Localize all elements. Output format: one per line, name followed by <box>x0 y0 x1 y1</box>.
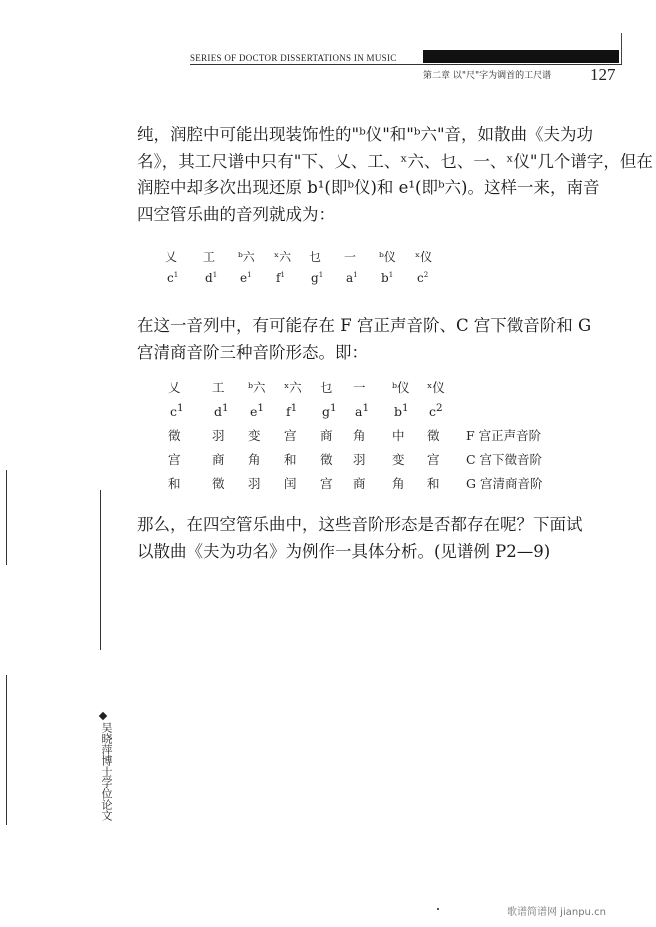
pitch-note: $g^1$ <box>322 402 337 420</box>
octave-mark: 1 <box>353 271 358 279</box>
octave-mark: 2 <box>436 402 443 414</box>
octave-mark: 1 <box>212 271 218 279</box>
margin-line <box>6 470 7 565</box>
scale-degree: 宫 <box>320 476 333 491</box>
scale-degree: 商 <box>353 476 366 491</box>
gongche-note: 乜 <box>309 250 322 264</box>
paragraph-line: 四空管乐曲的音列就成为： <box>137 204 335 224</box>
octave-mark: 1 <box>280 271 285 279</box>
paragraph-line: 在这一音列中，有可能存在 F 宫正声音阶、C 宫下徵音阶和 G <box>137 316 592 335</box>
scale-degree: 中 <box>392 428 405 443</box>
octave-mark: 2 <box>423 271 429 279</box>
scale-degree: 角 <box>392 476 405 491</box>
scale-degree: 角 <box>248 452 261 467</box>
paragraph-line: 宫清商音阶三种音阶形态。即： <box>137 342 368 362</box>
octave-mark: 1 <box>177 402 184 414</box>
pitch-note: $b^1$ <box>394 402 409 420</box>
watermark: 歌谱简谱网 jianpu.cn <box>507 907 606 918</box>
paragraph-2 <box>137 313 627 366</box>
scale-degree: 宫 <box>427 452 440 467</box>
scale-degree: 徵 <box>320 452 333 467</box>
chapter-title: 第二章 以"尺"字为调首的工尺谱 <box>423 71 552 81</box>
scale-degree: 变 <box>248 428 261 443</box>
pitch-note: $d^1$ <box>214 402 229 420</box>
octave-mark: 1 <box>247 271 252 279</box>
octave-mark: 1 <box>388 271 394 279</box>
gongche-note: ˣ六 <box>274 250 292 264</box>
paragraph-line: 以散曲《夫为功名》为例作一具体分析。(见谱例 P2—9) <box>137 541 551 561</box>
scale-degree: 宫 <box>284 428 297 443</box>
gongche-note: ˣ仪 <box>427 380 445 395</box>
octave-mark: 1 <box>330 402 337 414</box>
page-number: 127 <box>590 65 616 84</box>
gongche-note: ᵇ六 <box>238 250 255 264</box>
pitch-note: $e^1$ <box>250 402 265 420</box>
pitch-note: $e^1$ <box>240 271 252 285</box>
pitch-note: $a^1$ <box>355 402 370 420</box>
scale-name: G 宫清商音阶 <box>466 476 543 491</box>
scale-degree: 徵 <box>212 476 225 491</box>
scale-degree: 宫 <box>168 452 181 467</box>
scale-degree: 羽 <box>353 452 366 467</box>
octave-mark: 1 <box>173 271 179 279</box>
scale-degree: 闰 <box>284 476 297 491</box>
gongche-note: 一 <box>344 250 357 264</box>
pitch-note: $c^1$ <box>170 402 184 420</box>
series-title: SERIES OF DOCTOR DISSERTATIONS IN MUSIC <box>190 53 397 63</box>
paragraph-line: 名》，其工尺谱中只有"下、乂、工、ˣ六、乜、一、ˣ仪"几个谱字，但在 <box>137 151 653 171</box>
octave-mark: 1 <box>318 271 324 279</box>
paragraph-line: 润腔中却多次出现还原 b¹(即ᵇ仪)和 e¹(即ᵇ六)。这样一来，南音 <box>137 178 600 197</box>
scale-degree: 羽 <box>212 428 225 443</box>
gongche-note: 乜 <box>320 380 333 395</box>
page-dot <box>437 908 439 910</box>
gongche-note: 一 <box>353 380 366 395</box>
octave-mark: 1 <box>402 402 409 414</box>
gongche-note: 工 <box>203 250 216 264</box>
octave-mark: 1 <box>290 402 298 414</box>
paragraph-3 <box>137 512 627 565</box>
gongche-note: 乂 <box>168 380 181 395</box>
gongche-note: ᵇ六 <box>248 380 266 395</box>
gongche-note: ᵇ仪 <box>379 250 396 264</box>
top-margin-mark <box>621 33 622 65</box>
octave-mark: 1 <box>257 402 265 414</box>
scale-name: C 宫下徵音阶 <box>466 452 543 467</box>
scale-degree: 商 <box>212 452 225 467</box>
header-rule <box>190 64 622 65</box>
scale-degree: 商 <box>320 428 333 443</box>
pitch-note: $c^2$ <box>429 402 443 420</box>
scale-degree: 变 <box>392 452 405 467</box>
scale-name: F 宫正声音阶 <box>466 428 542 443</box>
scale-degree: 和 <box>284 452 297 467</box>
pitch-note: $a^1$ <box>346 271 358 285</box>
pitch-note: $f^1$ <box>276 271 285 285</box>
header-black-bar <box>423 50 619 63</box>
gongche-note: ˣ六 <box>284 380 302 395</box>
paragraph-1 <box>137 122 653 228</box>
scale-degree: 徵 <box>168 428 181 443</box>
pitch-note: $c^2$ <box>417 271 429 285</box>
gongche-note: ˣ仪 <box>415 250 433 264</box>
pitch-note: $d^1$ <box>205 271 218 285</box>
side-title: 吴晓萍博士学位论文 <box>100 722 113 821</box>
scale-degree: 徵 <box>427 428 440 443</box>
pitch-note: $b^1$ <box>381 271 394 285</box>
pitch-note: $c^1$ <box>167 271 179 285</box>
gongche-note: ᵇ仪 <box>392 380 410 395</box>
margin-line <box>6 675 7 825</box>
octave-mark: 1 <box>222 402 229 414</box>
paragraph-line: 那么，在四空管乐曲中，这些音阶形态是否都存在呢？下面试 <box>137 515 583 534</box>
scale-degree: 和 <box>427 476 440 491</box>
pitch-note: $f^1$ <box>286 402 298 420</box>
scale-degree: 角 <box>353 428 366 443</box>
scale-degree: 和 <box>168 476 181 491</box>
diamond-icon <box>99 712 107 720</box>
octave-mark: 1 <box>362 402 370 414</box>
paragraph-line: 纯，润腔中可能出现装饰性的"ᵇ仪"和"ᵇ六"音，如散曲《夫为功 <box>137 125 594 144</box>
margin-line <box>100 490 101 650</box>
pitch-note: $g^1$ <box>311 271 324 285</box>
gongche-note: 乂 <box>165 250 178 264</box>
gongche-note: 工 <box>212 380 225 395</box>
scale-degree: 羽 <box>248 476 261 491</box>
